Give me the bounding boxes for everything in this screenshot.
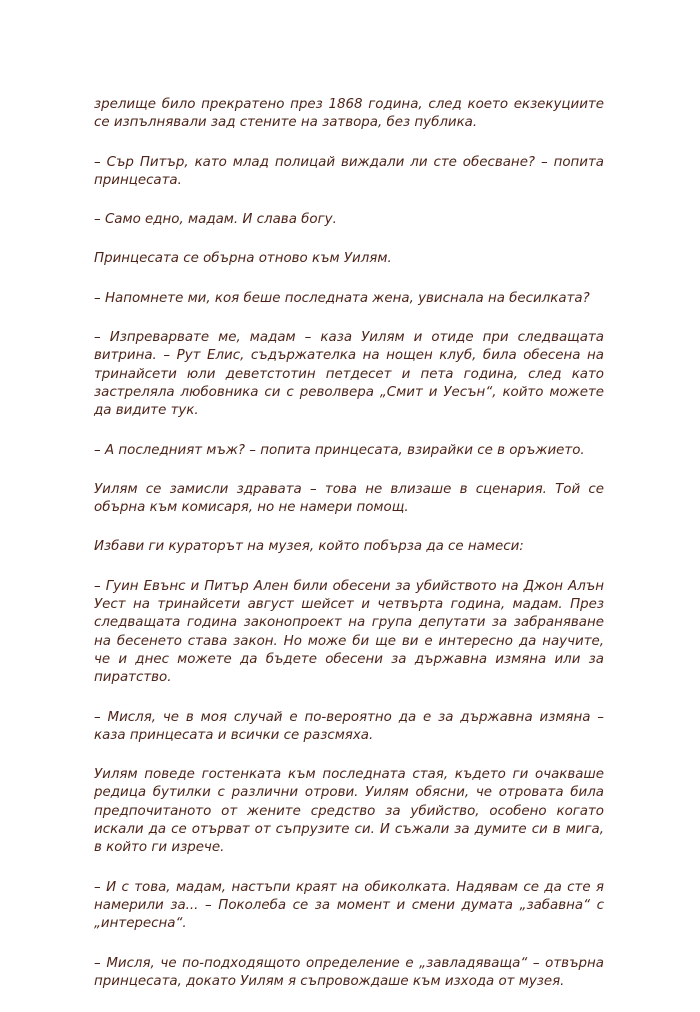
paragraph: – Мисля, че по-подходящото определение е „завладяваща“ – отвърна принцесата, докато Уилям я съпровождаше към изхода от музея. — [94, 955, 604, 989]
paragraph: – А последният мъж? – попита принцесата, взирайки се в оръжието. — [94, 442, 585, 458]
paragraph: Уилям поведе гостенката към последната стая, където ги очакваше редица бутилки с различни отрови. Уилям обясни, че отровата била предпочитаното от жените средство за убийство, особено когато искали да се отърват от съпрузите си. И съжали за думите си в мига, в който ги изрече. — [94, 767, 604, 856]
paragraph: – Сър Питър, като млад полицай виждали ли сте обесване? – попита принцесата. — [94, 154, 604, 188]
paragraph: – Гуин Евънс и Питър Ален били обесени за убийството на Джон Алън Уест на тринайсети август шейсет и четвърта година, мадам. През следващата година законопроект на група депутати за забраняване на бесенето става закон. Но може би ще ви е интересно да научите, че и днес можете да бъдете обесени за държавна измяна или за пиратство. — [94, 578, 604, 686]
paragraph: – Изпреварвате ме, мадам – каза Уилям и отиде при следващата витрина. – Рут Елис, съдържателка на нощен клуб, била обесена на тринайсети юли деветстотин петдесет и пета година, след като застреляла любовника си с револвера „Смит и Уесън“, който можете да видите тук. — [94, 330, 604, 419]
paragraph: – Напомнете ми, коя беше последната жена, увиснала на бесилката? — [94, 290, 590, 306]
paragraph: зрелище било прекратено през 1868 година, след което екзекуциите се изпълнявали зад стените на затвора, без публика. — [94, 97, 604, 131]
paragraph: Уилям се замисли здравата – това не влизаше в сценария. Той се обърна към комисаря, но не намери помощ. — [94, 481, 604, 516]
paragraph: Принцесата се обърна отново към Уилям. — [94, 251, 392, 267]
paragraph: Избави ги кураторът на музея, който побърза да се намеси: — [94, 539, 524, 555]
body-text — [94, 96, 604, 1012]
paragraph: – Мисля, че в моя случай е по-вероятно да е за държавна измяна – каза принцесата и всички се разсмяха. — [94, 709, 604, 743]
paragraph: – Само едно, мадам. И слава богу. — [94, 212, 337, 228]
paragraph: – И с това, мадам, настъпи краят на обиколката. Надявам се да сте я намерили за... – Поколеба се за момент и смени думата „забавна“ с „интересна“. — [94, 879, 604, 932]
